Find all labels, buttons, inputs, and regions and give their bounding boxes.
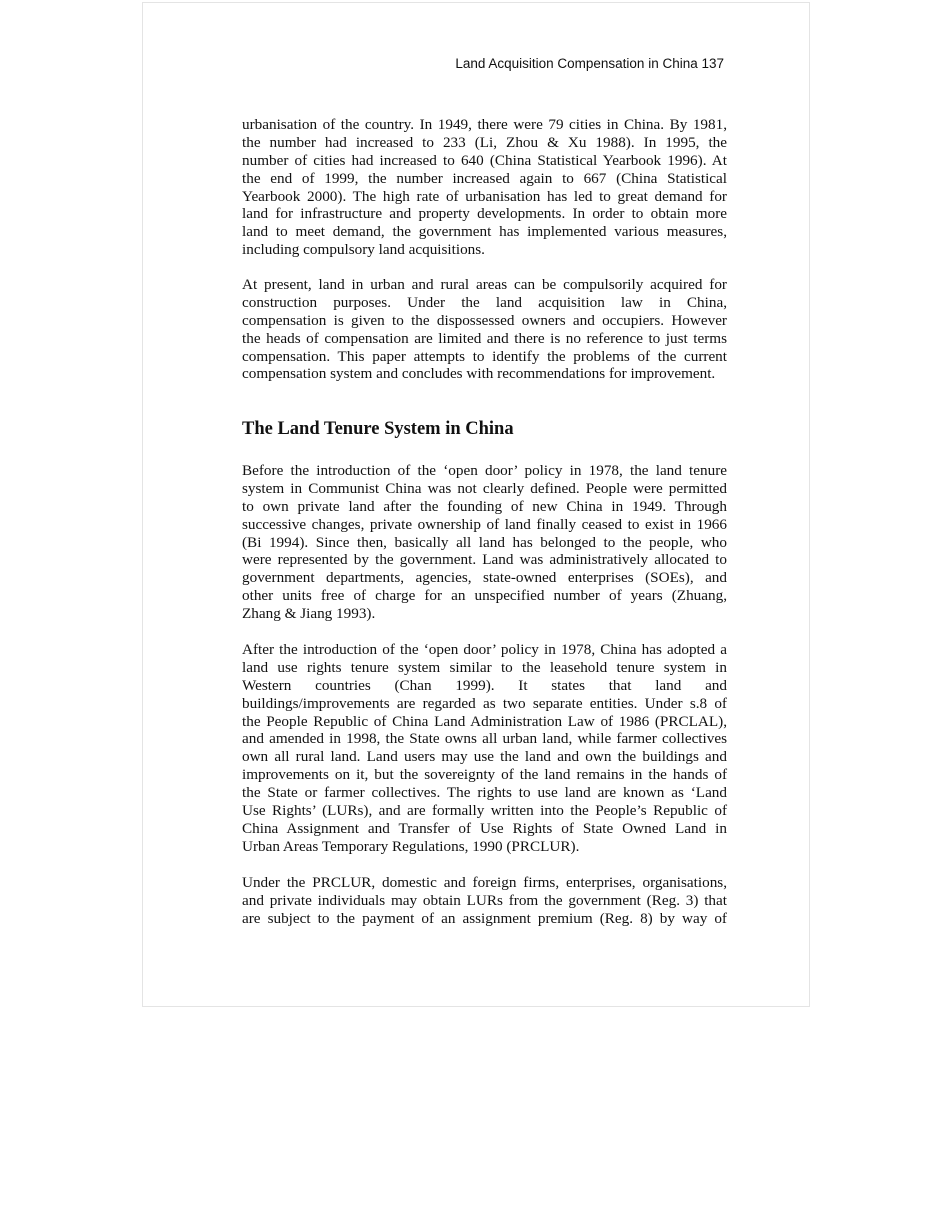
text-line: construction purposes. Under the land acquisition law in China, <box>242 293 727 311</box>
text-line: other units free of charge for an unspecified number of years (Zhuang, <box>242 587 727 605</box>
text-line: own all rural land. Land users may use the land and own the buildings and <box>242 748 727 766</box>
text-line: system in Communist China was not clearly defined. People were permitted <box>242 479 727 497</box>
text-line: the heads of compensation are limited and there is no reference to just terms <box>242 329 727 347</box>
section-heading: The Land Tenure System in China <box>242 419 514 439</box>
text-line: Before the introduction of the ‘open door’ policy in 1978, the land tenure <box>242 462 727 479</box>
text-line: compensation system and concludes with recommendations for improvement. <box>242 365 716 383</box>
paragraph <box>242 116 727 259</box>
text-line: At present, land in urban and rural areas can be compulsorily acquired for <box>242 276 727 293</box>
running-header: Land Acquisition Compensation in China 137 <box>455 56 724 71</box>
text-line: the State or farmer collectives. The rights to use land are known as ‘Land <box>242 784 727 802</box>
text-line: land for infrastructure and property developments. In order to obtain more <box>242 205 727 223</box>
text-line: number of cities had increased to 640 (China Statistical Yearbook 1996). At <box>242 151 727 169</box>
paragraph <box>242 462 727 623</box>
text-line: the People Republic of China Land Administration Law of 1986 (PRCLAL), <box>242 712 727 730</box>
text-line: and private individuals may obtain LURs from the government (Reg. 3) that <box>242 891 727 909</box>
text-line: Zhang & Jiang 1993). <box>242 605 376 623</box>
text-line: land use rights tenure system similar to the leasehold tenure system in <box>242 658 727 676</box>
paragraph <box>242 276 727 383</box>
text-line: and amended in 1998, the State owns all urban land, while farmer collectives <box>242 730 727 748</box>
text-line: compensation. This paper attempts to identify the problems of the current <box>242 347 727 365</box>
text-line: improvements on it, but the sovereignty of the land remains in the hands of <box>242 766 727 784</box>
text-line: After the introduction of the ‘open door’ policy in 1978, China has adopted a <box>242 641 727 658</box>
text-line: compensation is given to the dispossessed owners and occupiers. However <box>242 311 727 329</box>
text-line: the number had increased to 233 (Li, Zhou & Xu 1988). In 1995, the <box>242 133 727 151</box>
text-line: Yearbook 2000). The high rate of urbanisation has led to great demand for <box>242 187 727 205</box>
text-line: are subject to the payment of an assignment premium (Reg. 8) by way of <box>242 909 727 927</box>
text-line: Western countries (Chan 1999). It states that land and <box>242 676 727 694</box>
text-line: Urban Areas Temporary Regulations, 1990 (PRCLUR). <box>242 837 580 855</box>
text-line: successive changes, private ownership of land finally ceased to exist in 1966 <box>242 515 727 533</box>
text-line: to own private land after the founding of new China in 1949. Through <box>242 497 727 515</box>
text-line: Under the PRCLUR, domestic and foreign firms, enterprises, organisations, <box>242 874 727 891</box>
paragraph <box>242 874 727 928</box>
text-line: urbanisation of the country. In 1949, there were 79 cities in China. By 1981, <box>242 116 727 133</box>
paragraph <box>242 641 727 856</box>
text-line: buildings/improvements are regarded as two separate entities. Under s.8 of <box>242 694 727 712</box>
text-line: (Bi 1994). Since then, basically all land has belonged to the people, who <box>242 533 727 551</box>
text-line: were represented by the government. Land was administratively allocated to <box>242 551 727 569</box>
text-line: land to meet demand, the government has implemented various measures, <box>242 223 727 241</box>
text-line: the end of 1999, the number increased again to 667 (China Statistical <box>242 169 727 187</box>
text-line: China Assignment and Transfer of Use Rights of State Owned Land in <box>242 819 727 837</box>
text-line: government departments, agencies, state-owned enterprises (SOEs), and <box>242 569 727 587</box>
text-line: Use Rights’ (LURs), and are formally written into the People’s Republic of <box>242 802 727 820</box>
text-line: including compulsory land acquisitions. <box>242 241 485 259</box>
